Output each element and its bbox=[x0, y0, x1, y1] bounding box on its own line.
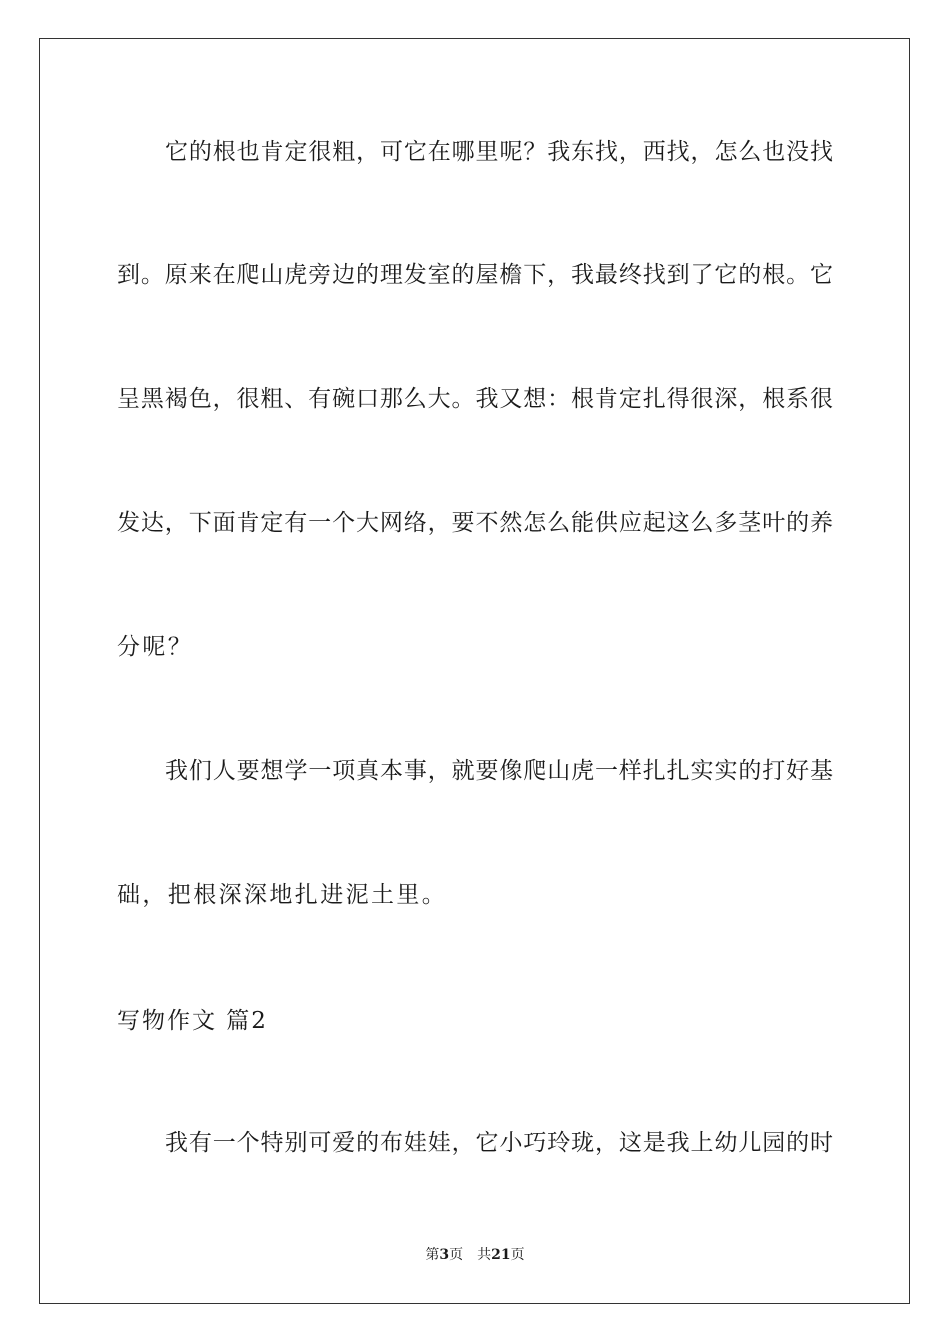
footer-total-pages: 21 bbox=[491, 1247, 511, 1263]
footer-page-suffix: 页 bbox=[449, 1247, 464, 1263]
paragraph-1-line-2: 到。原来在爬山虎旁边的理发室的屋檐下，我最终找到了它的根。它 bbox=[117, 262, 833, 288]
paragraph-3-line-1: 我有一个特别可爱的布娃娃，它小巧玲珑，这是我上幼儿园的时 bbox=[165, 1130, 833, 1156]
paragraph-1-line-1: 它的根也肯定很粗，可它在哪里呢？我东找，西找，怎么也没找 bbox=[165, 139, 833, 165]
paragraph-1-line-4: 发达，下面肯定有一个大网络，要不然怎么能供应起这么多茎叶的养 bbox=[117, 510, 833, 536]
footer-page-number: 3 bbox=[439, 1247, 450, 1263]
page-frame bbox=[39, 38, 910, 1304]
footer-total-prefix: 共 bbox=[477, 1247, 492, 1263]
footer-page-prefix: 第 bbox=[425, 1247, 440, 1263]
footer-total-suffix: 页 bbox=[510, 1247, 525, 1263]
section-heading: 写物作文 篇2 bbox=[117, 1008, 268, 1034]
paragraph-2-line-2: 础，把根深深地扎进泥土里。 bbox=[117, 882, 448, 908]
paragraph-2-line-1: 我们人要想学一项真本事，就要像爬山虎一样扎扎实实的打好基 bbox=[165, 758, 833, 784]
paragraph-1-line-5: 分呢？ bbox=[117, 634, 194, 660]
paragraph-1-line-3: 呈黑褐色，很粗、有碗口那么大。我又想：根肯定扎得很深，根系很 bbox=[117, 386, 833, 412]
page-footer bbox=[0, 1246, 950, 1264]
